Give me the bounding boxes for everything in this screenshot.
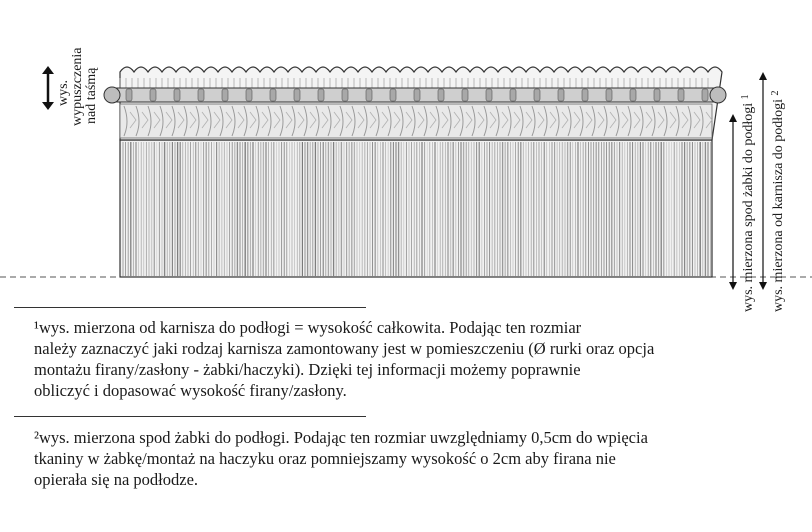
height-from-rod-label: wys. mierzona od karnisza do podłogi $^2$ bbox=[770, 90, 786, 312]
rod-end-right bbox=[710, 87, 726, 103]
note-2-divider bbox=[14, 416, 366, 417]
height-from-rod-arrow bbox=[759, 72, 767, 290]
note-2-marker: ² bbox=[34, 428, 39, 447]
rod-end-left bbox=[104, 87, 120, 103]
allowance-label-line3: nad taśmą bbox=[84, 67, 99, 124]
note-1: ¹wys. mierzona od karnisza do podłogi = wysokość całkowita. Podając ten rozmiar należy zaznaczyć jaki rodzaj karnisza zamontowany jest w pomieszczeniu (Ø rurki oraz opcja montażu firany/zasłony - żabki/haczyki). Dzięki tej informacji możemy poprawnie obliczyć i dopasować wysokość firany/zasłony. bbox=[34, 318, 655, 400]
allowance-label-line2: wypuszczenia bbox=[70, 47, 85, 126]
height-from-header-marker: 1 bbox=[740, 94, 751, 100]
curtain-pleats bbox=[123, 142, 711, 276]
allowance-arrow bbox=[42, 66, 54, 110]
note-1-marker: ¹ bbox=[34, 318, 39, 337]
allowance-label-line1: wys. bbox=[56, 79, 71, 106]
height-from-header-arrow bbox=[729, 114, 737, 290]
height-from-header-label: wys. mierzona spod żabki do podłogi $^1$ bbox=[740, 94, 756, 312]
height-from-rod-marker: 2 bbox=[770, 90, 781, 96]
note-1-divider bbox=[14, 307, 366, 308]
note-2: ²wys. mierzona spod żabki do podłogi. Podając ten rozmiar uwzględniamy 0,5cm do wpięcia tkaniny w żabkę/montaż na haczyku oraz pomniejszamy wysokość o 2cm aby firana nie opierała się na podłodze. bbox=[34, 428, 648, 489]
